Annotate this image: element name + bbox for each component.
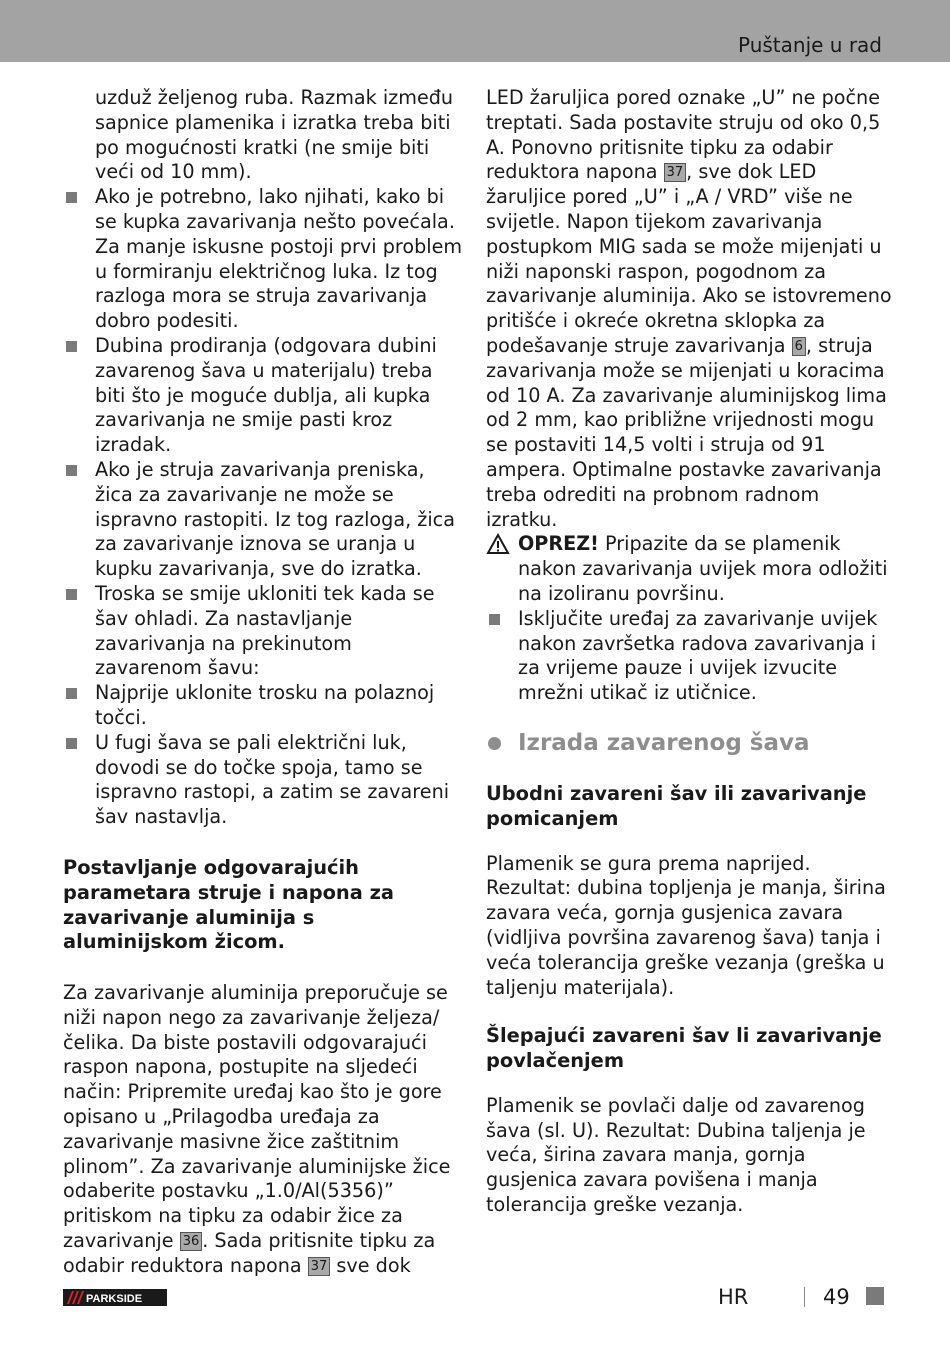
bullet-item: Ako je potrebno, lako njihati, kako bi se kupka zavarivanja nešto povećala. Za manje iskusne postoji prvi problem u formiranju električnog luka. Iz tog razloga mora se struja zavarivanja dobro podesiti. xyxy=(63,185,463,334)
footer-divider xyxy=(804,1287,805,1307)
caution-notice: OPREZ! Pripazite da se plamenik nakon zavarivanja uvijek mora odložiti na izoliranu površinu. xyxy=(486,532,896,606)
bullet-item: Najprije uklonite trosku na polaznoj točci. xyxy=(63,681,463,731)
part-reference-6: 6 xyxy=(792,337,806,356)
square-bullet-icon xyxy=(489,614,500,625)
square-bullet-icon xyxy=(66,192,77,203)
push-welding-heading: Ubodni zavareni šav ili zavarivanje pomicanjem xyxy=(486,781,867,830)
continued-paragraph: uzduž željenog ruba. Razmak između sapnice plamenika i izratka treba biti po mogućnosti kratki (ne smije biti veći od 10 mm). xyxy=(95,86,454,184)
bullet-item: Dubina prodiranja (odgovara dubini zavarenog šava u materijalu) treba biti što je moguće dublja, ali kupka zavarivanja ne smije pasti kroz izradak. xyxy=(63,334,463,458)
part-reference-37: 37 xyxy=(308,1257,331,1276)
aluminium-settings-heading: Postavljanje odgovarajućih parametara struje i napona za zavarivanje aluminija s aluminijskom žicom. xyxy=(63,855,394,954)
aluminium-settings-paragraph: Za zavarivanje aluminija preporučuje se niži napon nego za zavarivanje željeza/čelika. Da biste postavili odgovarajući raspon napona, postupite na sljedeći način: Pripremite uređaj kao što je gore opisano u „Prilagodba uređaja za zavarivanje masivne žice zaštitnim plinom”. Za zavarivanje aluminijske žice odaberite postavku „1.0/Al(5356)” pritiskom na tipku za odabir žice za zavarivanje 36 . Sada pritisnite tipku za odabir reduktora napona 37 sve dok xyxy=(63,981,451,1277)
drag-welding-heading: Šlepajući zavareni šav li zavarivanje povlačenjem xyxy=(486,1024,882,1073)
footer-square-icon xyxy=(866,1287,884,1305)
part-reference-36: 36 xyxy=(180,1232,203,1251)
part-reference-37: 37 xyxy=(664,163,687,182)
square-bullet-icon xyxy=(66,688,77,699)
bullet-item: Isključite uređaj za zavarivanje uvijek nakon završetka radova zavarivanja i za vrijeme pauze i uvijek izvucite mrežni utikač iz utičnice. xyxy=(486,607,896,706)
page-number: 49 xyxy=(823,1285,850,1309)
square-bullet-icon xyxy=(66,465,77,476)
header-bar xyxy=(0,0,950,62)
section-title: Izrada zavarenog šava xyxy=(486,728,896,758)
caution-label: OPREZ! xyxy=(518,532,599,556)
language-code: HR xyxy=(718,1285,749,1309)
bullet-item: Ako je struja zavarivanja preniska, žica za zavarivanje ne može se ispravno rastopiti. Iz tog razloga, žica za zavarivanje iznova se uranja u kupku zavarivanja, sve do izratka. xyxy=(63,458,463,582)
drag-welding-paragraph: Plamenik se povlači dalje od zavarenog šava (sl. U). Rezultat: Dubina taljenja je veća, širina zavara manja, gornja gusjenica zavara povišena i manja tolerancija greške vezanja. xyxy=(486,1093,866,1217)
voltage-paragraph: LED žaruljica pored oznake „U” ne počne treptati. Sada postavite struju od oko 0,5 A. Ponovno pritisnite tipku za odabir reduktora napona 37 , sve dok LED žaruljice pored „U” i „A / VRD” više ne svijetle. Napon tijekom zavarivanja postupkom MIG sada se može mijenjati u niži naponski raspon, pogodnom za zavarivanje aluminija. Ako se istovremeno pritišće i okreće okretna sklopka za podešavanje struje zavarivanja 6 , struja zavarivanja može se mijenjati u koracima od 10 A. Za zavarivanje aluminijskog lima od 2 mm, kao približne vrijednosti mogu se postaviti 14,5 volti i struja od 91 ampera. Optimalne postavke zavarivanja treba odrediti na probnom radnom izratku. xyxy=(486,86,892,531)
warning-triangle-icon xyxy=(486,533,510,555)
bullet-dot-icon xyxy=(488,737,501,750)
square-bullet-icon xyxy=(66,341,77,352)
parkside-logo xyxy=(63,1289,167,1306)
square-bullet-icon xyxy=(66,738,77,749)
svg-text:PARKSIDE: PARKSIDE xyxy=(86,1293,143,1305)
push-welding-paragraph: Plamenik se gura prema naprijed. Rezultat: dubina topljenja je manja, širina zavara veća, gornja gusjenica zavara (vidljiva površina zavarenog šava) tanja i veća tolerancija greške vezanja (greška u taljenju materijala). xyxy=(486,851,886,999)
bullet-item: U fugi šava se pali električni luk, dovodi se do točke spoja, tamo se ispravno rastopi, a zatim se zavareni šav nastavlja. xyxy=(63,731,463,830)
bullet-item: Troska se smije ukloniti tek kada se šav ohladi. Za nastavljanje zavarivanja na prekinutom zavarenom šavu: xyxy=(63,582,463,681)
left-column xyxy=(63,86,463,1279)
right-column xyxy=(486,86,896,1218)
section-header-title: Puštanje u rad xyxy=(737,33,882,57)
square-bullet-icon xyxy=(66,589,77,600)
